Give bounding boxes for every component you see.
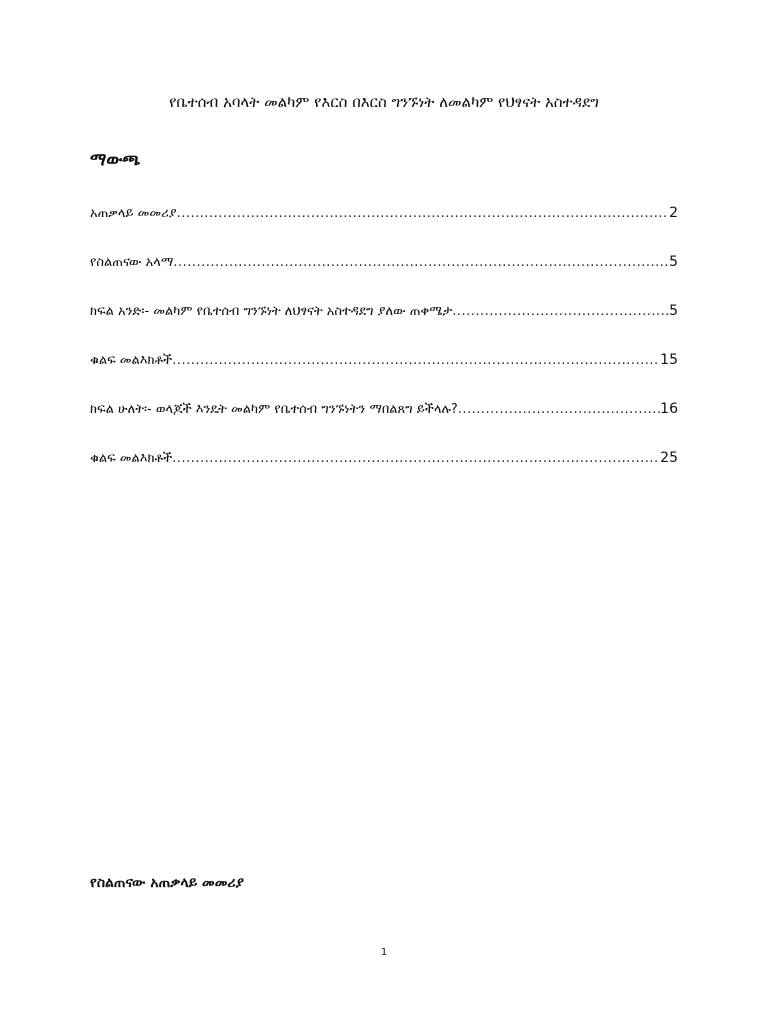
toc-leader-dots <box>452 304 669 319</box>
toc-entry-label: ክፍል አንድ፡- መልካም የቤተሰብ ግንኙነት ለህፃናት አስተዳደግ ያለው ጠቀሜታ <box>90 304 453 319</box>
toc-entry-page-number: 5 <box>669 303 678 319</box>
toc-leader-dots <box>173 255 669 270</box>
toc-leader-dots <box>172 451 660 466</box>
toc-entry-page-number: 5 <box>669 254 678 270</box>
document-title: የቤተሰብ አባላት መልካም የእርስ በእርስ ግንኙነት ለመልካም የህፃናት አስተዳደግ <box>169 93 599 111</box>
toc-entry-label: ክፍል ሁለት፡- ወላጆች እንዴት መልካም የቤተሰብ ግንኙነትን ማበልጸግ ይችላሉ? <box>90 402 458 417</box>
toc-entry-page-number: 15 <box>660 352 678 368</box>
toc-entry[interactable] <box>90 450 678 499</box>
toc-entry-label: አጠቃላይ መመሪያ <box>90 206 177 221</box>
toc-entry[interactable] <box>90 254 678 303</box>
toc-heading: ማውጫ <box>90 150 141 170</box>
page-number: 1 <box>380 947 388 958</box>
toc-entry-label: የስልጠናው አላማ <box>90 255 174 270</box>
toc-entry[interactable] <box>90 205 678 254</box>
table-of-contents <box>90 205 678 499</box>
toc-entry-page-number: 25 <box>660 450 678 466</box>
toc-entry[interactable] <box>90 401 678 450</box>
toc-leader-dots <box>458 402 660 417</box>
toc-leader-dots <box>172 353 660 368</box>
toc-entry-page-number: 16 <box>660 401 678 417</box>
section-heading: የስልጠናው አጠቃላይ መመሪያ <box>90 875 245 891</box>
toc-entry[interactable] <box>90 303 678 352</box>
toc-entry-page-number: 2 <box>669 205 678 221</box>
toc-entry[interactable] <box>90 352 678 401</box>
toc-entry-label: ቁልፍ መልእክቶች <box>90 353 173 368</box>
toc-entry-label: ቁልፍ መልእክቶች <box>90 451 173 466</box>
toc-leader-dots <box>177 206 670 221</box>
